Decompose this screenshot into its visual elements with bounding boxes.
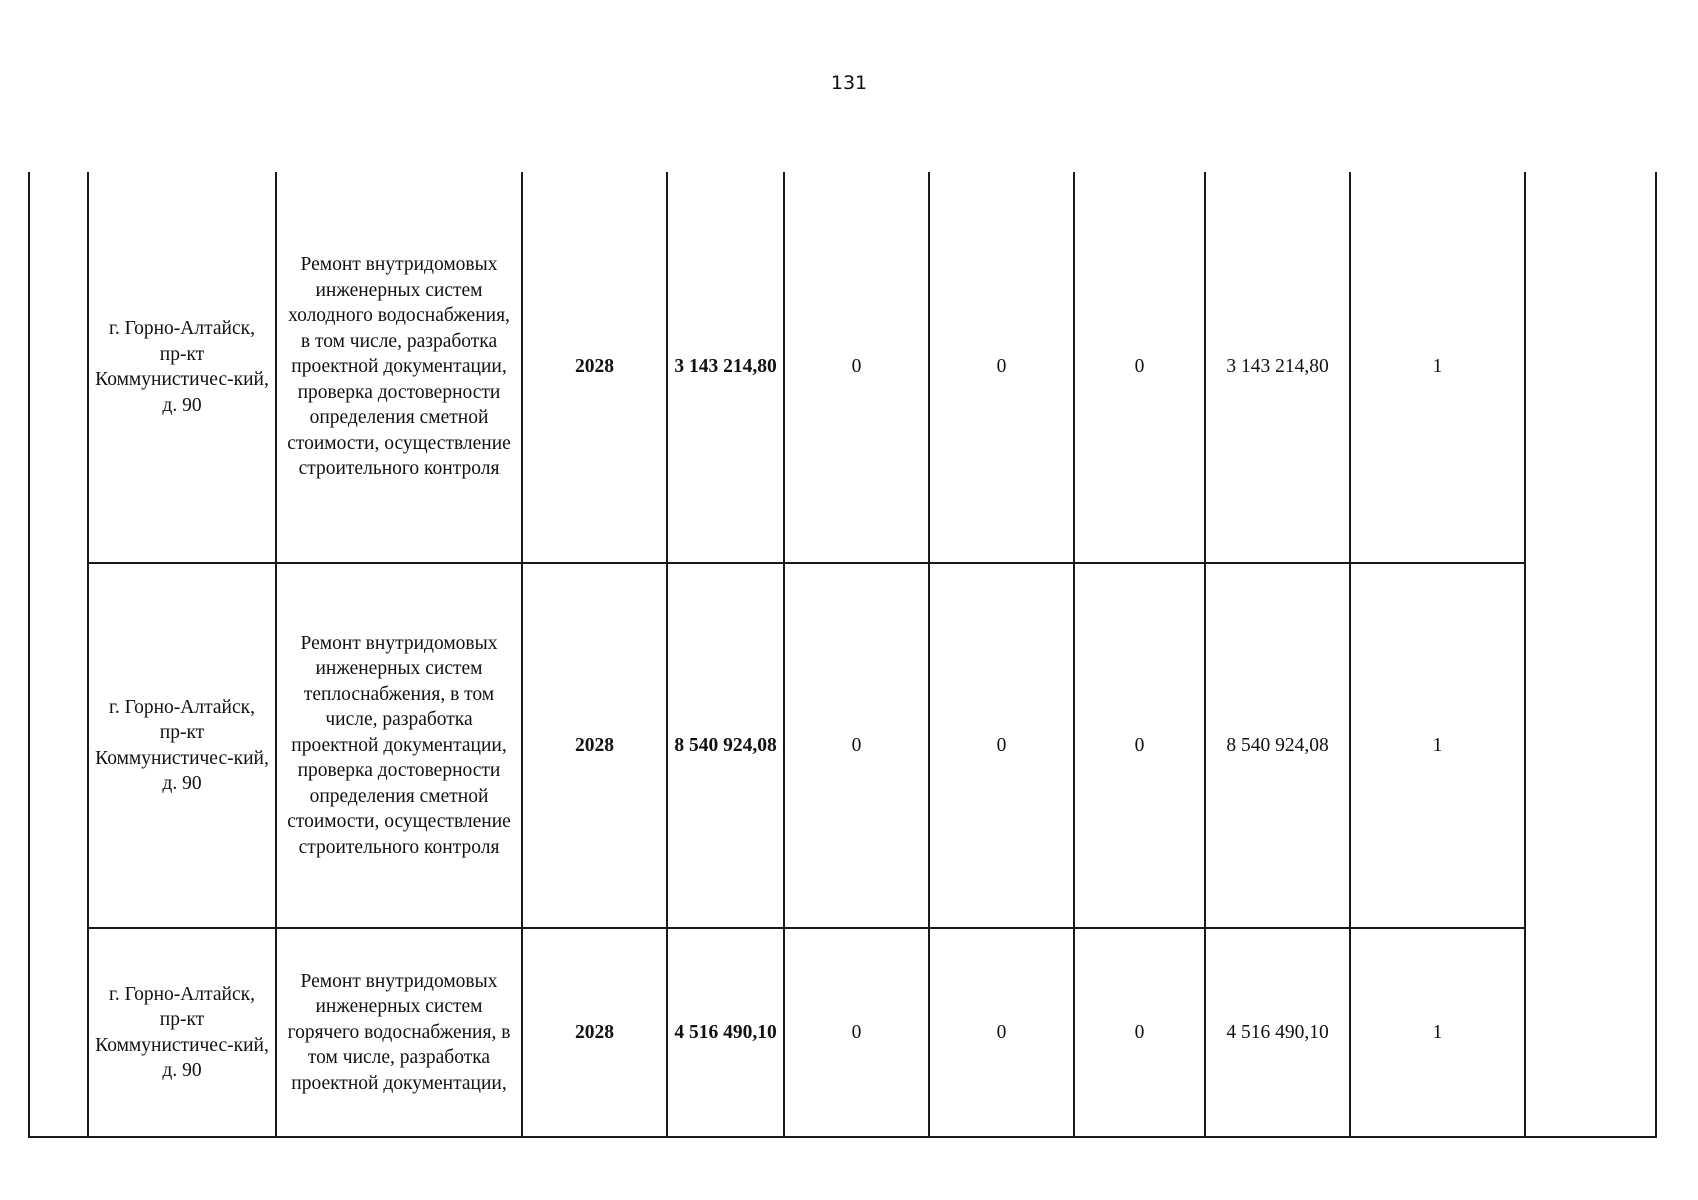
year-cell: 2028 (522, 172, 667, 563)
fund-b-cell: 0 (929, 928, 1074, 1137)
total-cost-cell: 8 540 924,08 (667, 563, 784, 928)
fund-a-cell: 0 (784, 172, 929, 563)
count-cell: 1 (1350, 172, 1525, 563)
total-cost-cell: 3 143 214,80 (667, 172, 784, 563)
total-cost-cell: 4 516 490,10 (667, 928, 784, 1137)
owners-funds-cell: 3 143 214,80 (1205, 172, 1350, 563)
year-cell: 2028 (522, 563, 667, 928)
row-number-cell (29, 172, 88, 1137)
table-row (29, 928, 1656, 1137)
address-cell: г. Горно-Алтайск, пр-кт Коммунистичес-кий, д. 90 (88, 563, 276, 928)
address-cell: г. Горно-Алтайск, пр-кт Коммунистичес-кий, д. 90 (88, 172, 276, 563)
page-number: 131 (830, 72, 868, 94)
year-cell: 2028 (522, 928, 667, 1137)
owners-funds-cell: 4 516 490,10 (1205, 928, 1350, 1137)
fund-c-cell: 0 (1074, 563, 1205, 928)
count-cell: 1 (1350, 563, 1525, 928)
work-description-cell: Ремонт внутридомовых инженерных систем холодного водоснабжения, в том числе, разработка проектной документации, проверка достоверности определения сметной стоимости, осуществление строительного контроля (276, 172, 522, 563)
fund-c-cell: 0 (1074, 928, 1205, 1137)
notes-cell (1525, 172, 1656, 1137)
fund-a-cell: 0 (784, 928, 929, 1137)
fund-a-cell: 0 (784, 563, 929, 928)
table-row (29, 563, 1656, 928)
fund-b-cell: 0 (929, 172, 1074, 563)
table-row (29, 172, 1656, 563)
address-cell: г. Горно-Алтайск, пр-кт Коммунистичес-кий, д. 90 (88, 928, 276, 1137)
capital-repair-table (28, 172, 1657, 1138)
fund-b-cell: 0 (929, 563, 1074, 928)
owners-funds-cell: 8 540 924,08 (1205, 563, 1350, 928)
fund-c-cell: 0 (1074, 172, 1205, 563)
count-cell: 1 (1350, 928, 1525, 1137)
work-description-cell: Ремонт внутридомовых инженерных систем теплоснабжения, в том числе, разработка проектной документации, проверка достоверности определения сметной стоимости, осуществление строительного контроля (276, 563, 522, 928)
work-description-cell: Ремонт внутридомовых инженерных систем горячего водоснабжения, в том числе, разработка проектной документации, (276, 928, 522, 1137)
